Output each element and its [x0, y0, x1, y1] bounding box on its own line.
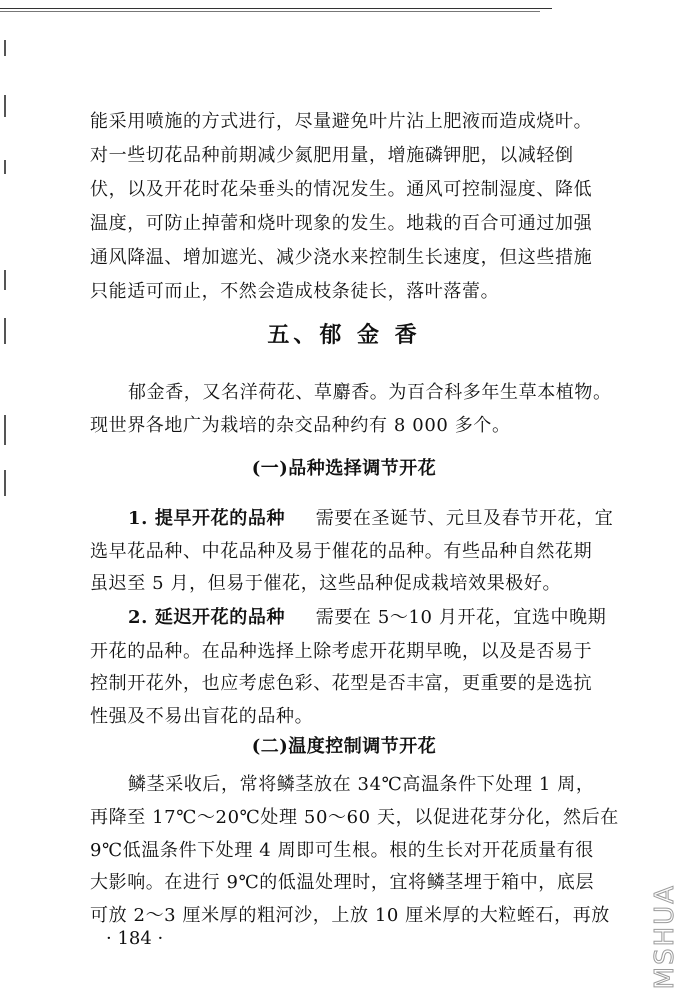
page-number: · 184 · [106, 928, 164, 949]
top-rule [0, 8, 552, 9]
list-item [128, 504, 613, 530]
paragraph-line: 鳞茎采收后，常将鳞茎放在 34℃高温条件下处理 1 周， [128, 774, 595, 795]
watermark: MSHUA [650, 883, 680, 989]
paragraph-line: 温度，可防止掉蕾和烧叶现象的发生。地栽的百合可通过加强 [90, 213, 593, 234]
paragraph-line: 通风降温、增加遮光、减少浇水来控制生长速度，但这些措施 [90, 247, 593, 268]
list-item-lead: 1. 提早开花的品种 [128, 508, 286, 529]
paragraph-line: 虽迟至 5 月，但易于催花，这些品种促成栽培效果极好。 [90, 573, 562, 594]
subsection-title: (二)温度控制调节开花 [251, 736, 437, 757]
binding-mark [4, 95, 6, 117]
paragraph-line: 再降至 17℃～20℃处理 50～60 天，以促进花芽分化，然后在 [90, 807, 619, 828]
paragraph-line: 现世界各地广为栽培的杂交品种约有 8 000 多个。 [90, 415, 511, 436]
paragraph-line: 伏，以及开花时花朵垂头的情况发生。通风可控制湿度、降低 [90, 179, 593, 200]
list-item-text: 需要在 5～10 月开花，宜选中晚期 [315, 607, 607, 628]
binding-mark [4, 160, 6, 174]
list-item [128, 603, 606, 629]
paragraph-line: 性强及不易出盲花的品种。 [90, 706, 314, 727]
paragraph-line: 开花的品种。在品种选择上除考虑开花期早晚，以及是否易于 [90, 641, 593, 662]
paragraph-line: 可放 2～3 厘米厚的粗河沙，上放 10 厘米厚的大粒蛭石，再放 [90, 905, 610, 926]
paragraph-line: 大影响。在进行 9℃的低温处理时，宜将鳞茎埋于箱中，底层 [90, 872, 595, 893]
section-title: 五、郁 金 香 [267, 322, 421, 348]
paragraph-line: 9℃低温条件下处理 4 周即可生根。根的生长对开花质量有很 [90, 840, 594, 861]
subsection-title: (一)品种选择调节开花 [251, 458, 437, 479]
list-item-text: 需要在圣诞节、元旦及春节开花，宜 [315, 508, 614, 529]
paragraph-line: 郁金香，又名洋荷花、草麝香。为百合科多年生草本植物。 [128, 382, 612, 403]
paragraph-line: 对一些切花品种前期减少氮肥用量，增施磷钾肥，以减轻倒 [90, 145, 574, 166]
paragraph-line: 只能适可而止，不然会造成枝条徒长，落叶落蕾。 [90, 281, 500, 302]
binding-mark [4, 270, 6, 290]
binding-mark [4, 415, 6, 445]
list-item-lead: 2. 延迟开花的品种 [128, 607, 286, 628]
paragraph-line: 能采用喷施的方式进行，尽量避免叶片沾上肥液而造成烧叶。 [90, 111, 593, 132]
paragraph-line: 控制开花外，也应考虑色彩、花型是否丰富，更重要的是选抗 [90, 673, 593, 694]
top-rule-inner [0, 11, 540, 12]
paragraph-line: 选早花品种、中花品种及易于催花的品种。有些品种自然花期 [90, 541, 593, 562]
binding-mark [4, 40, 6, 56]
